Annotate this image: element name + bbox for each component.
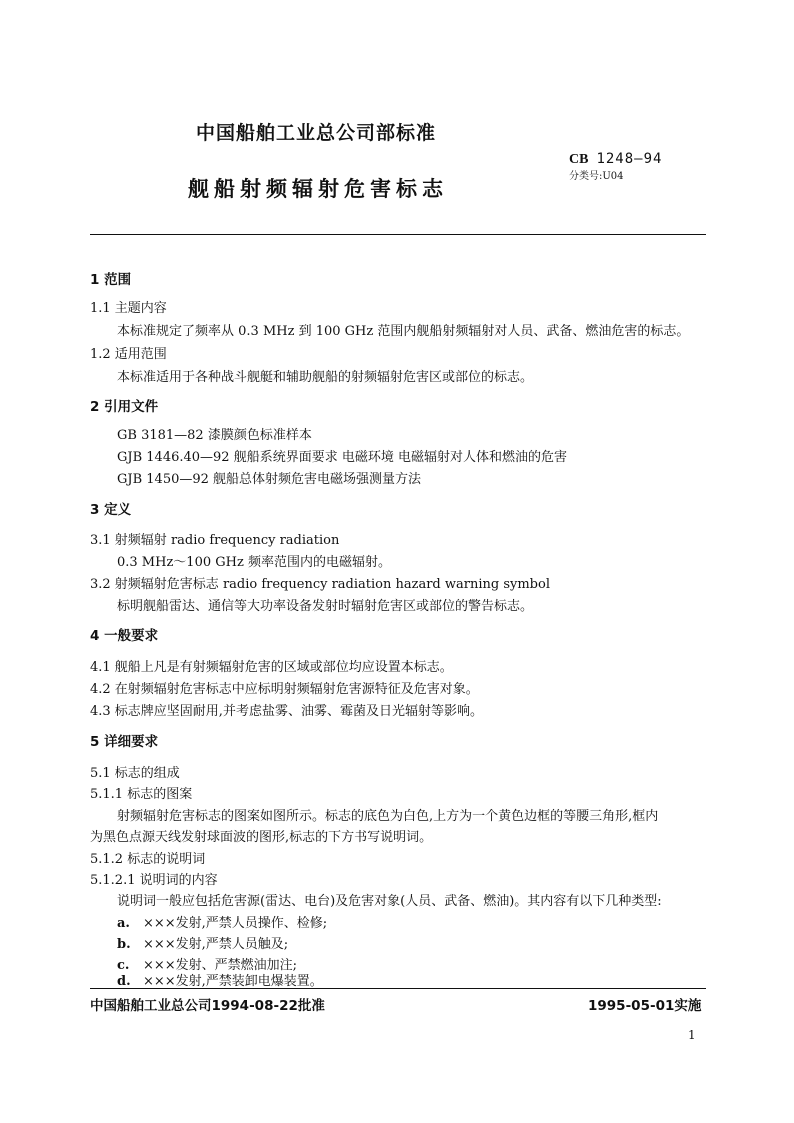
section-3-1-body: 0.3 MHz～100 GHz 频率范围内的电磁辐射。 bbox=[117, 555, 391, 570]
section-1-2-body: 本标准适用于各种战斗舰艇和辅助舰船的射频辐射危害区或部位的标志。 bbox=[117, 370, 534, 385]
list-item-label: a. bbox=[117, 916, 130, 931]
section-4-2: 4.2 在射频辐射危害标志中应标明射频辐射危害源特征及危害对象。 bbox=[90, 682, 479, 697]
list-item bbox=[117, 933, 288, 952]
list-item-label: d. bbox=[117, 974, 131, 989]
section-5-1-2-1-body: 说明词一般应包括危害源(雷达、电台)及危害对象(人员、武备、燃油)。其内容有以下几种类型: bbox=[117, 894, 662, 909]
footer-divider bbox=[90, 988, 706, 989]
section-5-1-2-1: 5.1.2.1 说明词的内容 bbox=[90, 873, 218, 888]
list-item-label: b. bbox=[117, 937, 131, 952]
section-4-1: 4.1 舰船上凡是有射频辐射危害的区域或部位均应设置本标志。 bbox=[90, 660, 453, 675]
list-item bbox=[117, 912, 327, 931]
list-item-text: ×××发射,严禁人员触及; bbox=[143, 937, 289, 952]
section-5-1: 5.1 标志的组成 bbox=[90, 766, 180, 781]
section-2-heading: 2 引用文件 bbox=[90, 399, 159, 415]
section-5-1-1-body-line1: 射频辐射危害标志的图案如图所示。标志的底色为白色,上方为一个黄色边框的等腰三角形,框内 bbox=[117, 809, 659, 824]
section-1-1-heading: 1.1 主题内容 bbox=[90, 301, 167, 316]
section-4-heading: 4 一般要求 bbox=[90, 628, 159, 644]
list-item-label: c. bbox=[117, 958, 130, 973]
section-5-1-2: 5.1.2 标志的说明词 bbox=[90, 852, 206, 867]
organization-heading: 中国船舶工业总公司部标准 bbox=[196, 122, 437, 144]
header-divider bbox=[90, 234, 706, 235]
section-1-heading: 1 范围 bbox=[90, 272, 132, 288]
approval-date: 中国船舶工业总公司1994-08-22批准 bbox=[90, 998, 325, 1014]
section-3-heading: 3 定义 bbox=[90, 502, 132, 518]
classification-number: 分类号:U04 bbox=[569, 171, 624, 182]
section-3-2-body: 标明舰船雷达、通信等大功率设备发射时辐射危害区或部位的警告标志。 bbox=[117, 599, 534, 614]
list-item-text: ×××发射,严禁装卸电爆装置。 bbox=[143, 974, 323, 989]
document-title: 舰船射频辐射危害标志 bbox=[188, 177, 448, 201]
section-3-2-heading: 3.2 射频辐射危害标志 radio frequency radiation hazard warning symbol bbox=[90, 577, 550, 592]
standard-code bbox=[569, 151, 662, 168]
section-4-3: 4.3 标志牌应坚固耐用,并考虑盐雾、油雾、霉菌及日光辐射等影响。 bbox=[90, 704, 483, 719]
list-item-text: ×××发射,严禁人员操作、检修; bbox=[143, 916, 328, 931]
list-item bbox=[117, 970, 323, 989]
list-item-text: ×××发射、严禁燃油加注; bbox=[143, 958, 298, 973]
reference-1: GB 3181—82 漆膜颜色标准样本 bbox=[117, 428, 312, 443]
code-number: 1248—94 bbox=[596, 151, 663, 167]
section-3-1-heading: 3.1 射频辐射 radio frequency radiation bbox=[90, 533, 340, 548]
reference-3: GJB 1450—92 舰船总体射频危害电磁场强测量方法 bbox=[117, 472, 422, 487]
section-5-heading: 5 详细要求 bbox=[90, 734, 159, 750]
page-number: 1 bbox=[688, 1028, 696, 1042]
reference-2: GJB 1446.40—92 舰船系统界面要求 电磁环境 电磁辐射对人体和燃油的危害 bbox=[117, 450, 567, 465]
code-prefix: CB bbox=[569, 152, 589, 167]
section-5-1-1-body-line2: 为黑色点源天线发射球面波的图形,标志的下方书写说明词。 bbox=[90, 830, 433, 845]
section-1-2-heading: 1.2 适用范围 bbox=[90, 347, 167, 362]
section-5-1-1: 5.1.1 标志的图案 bbox=[90, 787, 193, 802]
section-1-1-body: 本标准规定了频率从 0.3 MHz 到 100 GHz 范围内舰船射频辐射对人员、武备、燃油危害的标志。 bbox=[117, 324, 690, 339]
implementation-date: 1995-05-01实施 bbox=[588, 998, 702, 1014]
